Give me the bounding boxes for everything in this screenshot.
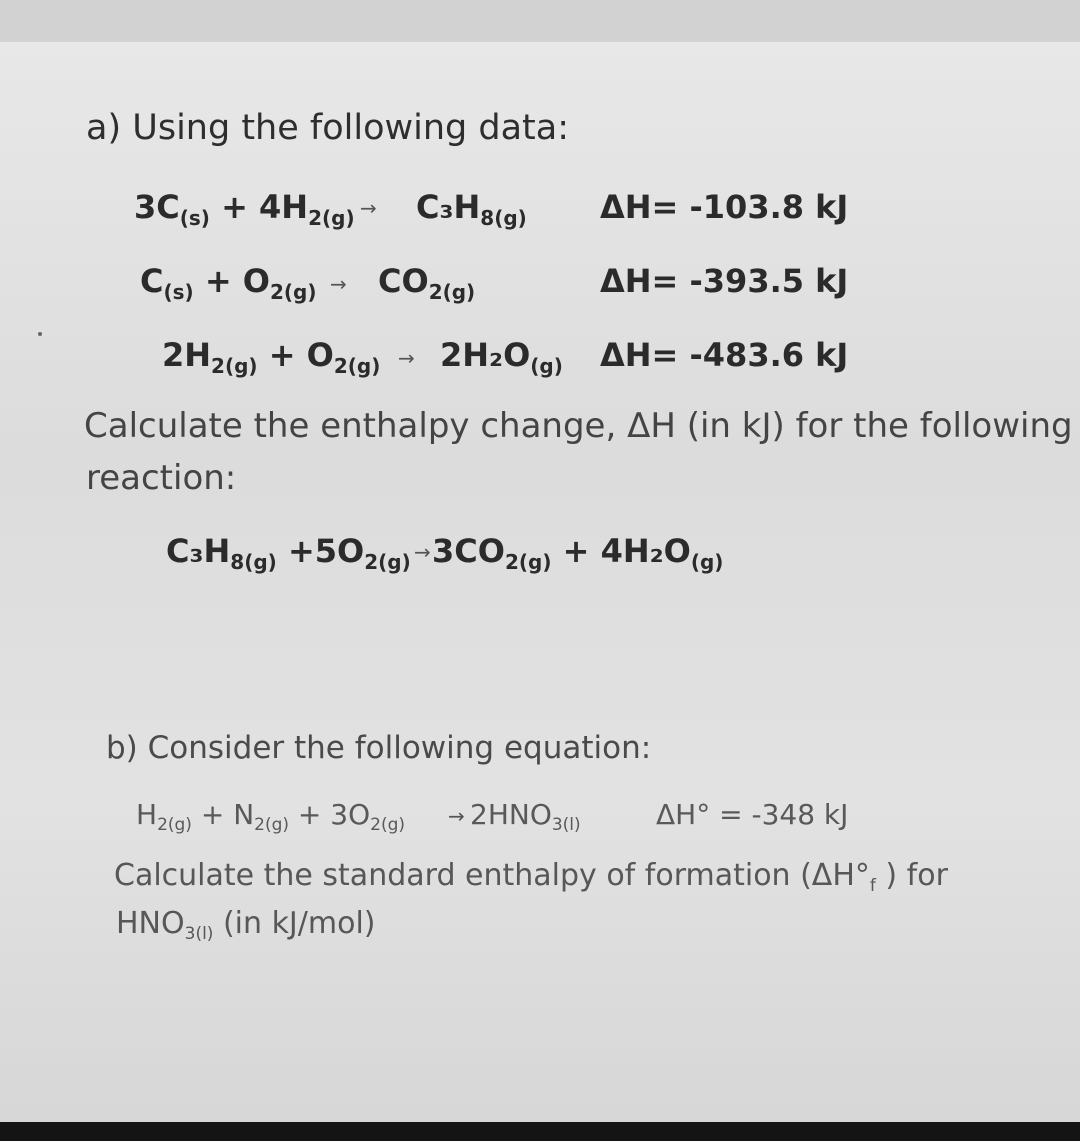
reaction-2-reactants: $C_{(s)} + O_{2(g)}$ [140,262,317,304]
target-reaction-products: $3CO_{2(g)} + 4H_2O_{(g)}$ [432,532,724,574]
reaction-1-arrow: → [360,196,377,220]
reaction-3-enthalpy: ΔH= -483.6 kJ [600,336,849,374]
part-b-equation-reactants: $H_{2(g)} + N_{2(g)} + 3O_{2(g)}$ [136,798,406,835]
reaction-2-arrow: → [330,272,347,296]
reaction-2-product: $CO_{2(g)}$ [378,262,476,304]
part-a-question-line-2: reaction: [86,458,237,498]
top-band [0,0,1080,42]
part-b-question-line-1: Calculate the standard enthalpy of formation ($\Delta H^\circ_f$ ) for [114,858,948,896]
part-b-heading: b) Consider the following equation: [106,730,652,766]
reaction-1-product: $C_3H_{8(g)}$ [416,188,527,230]
target-reaction-reactants: $C_3H_{8(g)} +5O_{2(g)}$ [166,532,411,574]
reaction-1-enthalpy: ΔH= -103.8 kJ [600,188,849,226]
part-b-question-line-2: $HNO_{3(l)}$ (in kJ/mol) [116,906,376,944]
stray-mark [38,332,42,336]
target-reaction-arrow: → [414,540,431,564]
reaction-2-enthalpy: ΔH= -393.5 kJ [600,262,849,300]
bottom-band [0,1122,1080,1141]
part-b-equation-arrow: → [448,804,465,828]
reaction-3-product: $2H_2O_{(g)}$ [440,336,563,378]
part-b-equation-enthalpy: ΔH° = -348 kJ [656,798,849,831]
part-b-equation-product: $2HNO_{3(l)}$ [470,798,581,835]
reaction-1-reactants: $3C_{(s)} + 4H_{2(g)}$ [134,188,355,230]
part-a-question-line-1: Calculate the enthalpy change, ΔH (in kJ) for the following [84,406,1073,446]
reaction-3-arrow: → [398,346,415,370]
part-a-heading: a) Using the following data: [86,108,569,148]
reaction-3-reactants: $2H_{2(g)} + O_{2(g)}$ [162,336,381,378]
